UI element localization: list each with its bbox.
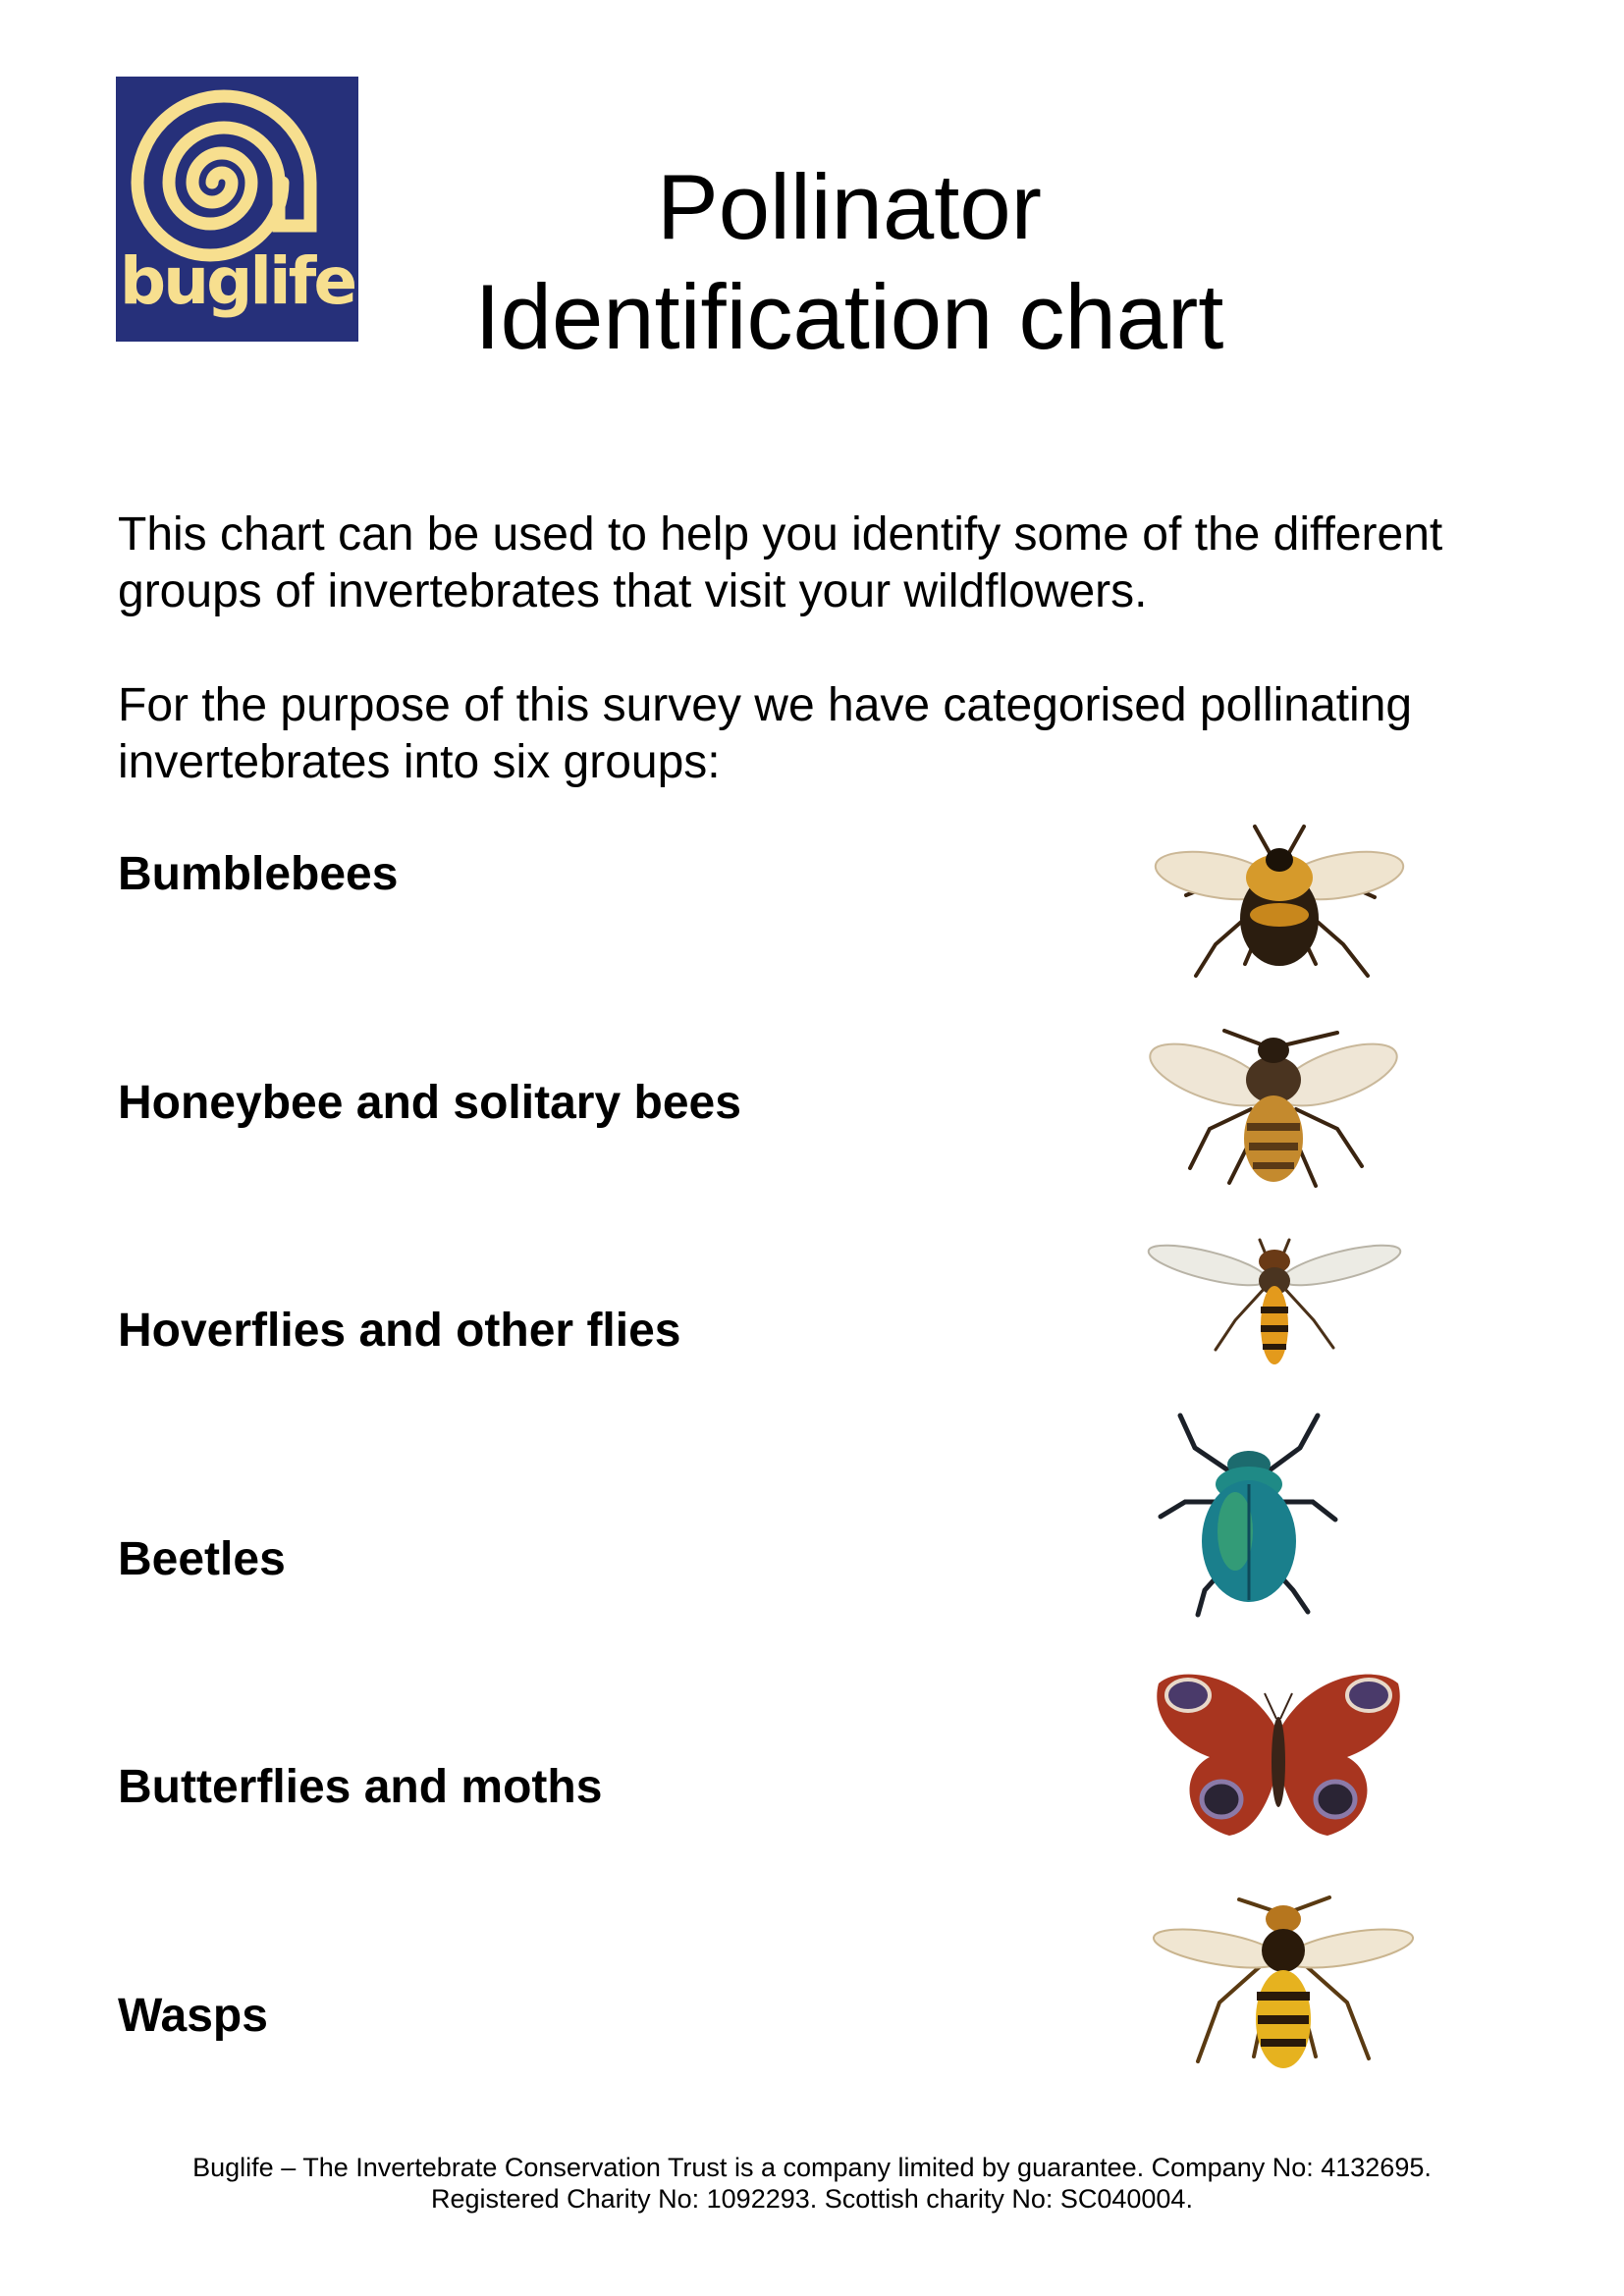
title-line-1: Pollinator [657, 154, 1042, 258]
hoverfly-icon [1147, 1232, 1402, 1374]
group-label-beetles: Beetles [118, 1533, 286, 1585]
bumblebee-icon [1147, 817, 1412, 984]
footer-line-2: Registered Charity No: 1092293. Scottish charity No: SC040004. [431, 2184, 1193, 2214]
intro-paragraph-2: For the purpose of this survey we have categorised pollinating invertebrates into six groups: [118, 679, 1413, 788]
group-label-wasps: Wasps [118, 1990, 268, 2042]
honeybee-icon [1141, 1021, 1406, 1198]
group-label-butterflies-moths: Butterflies and moths [118, 1761, 603, 1813]
beetle-icon [1151, 1404, 1347, 1620]
buglife-logo [116, 77, 358, 342]
group-label-hoverflies-flies: Hoverflies and other flies [118, 1305, 681, 1357]
wasp-icon [1151, 1890, 1416, 2076]
footer [0, 2152, 1624, 2215]
butterfly-icon [1151, 1664, 1406, 1845]
logo-wordmark: buglife [119, 243, 355, 319]
group-label-honeybee-solitary-bees: Honeybee and solitary bees [118, 1077, 741, 1129]
group-label-bumblebees: Bumblebees [118, 848, 399, 900]
page-title [393, 152, 1306, 372]
footer-line-1: Buglife – The Invertebrate Conservation Trust is a company limited by guarantee. Company No: 4132695. [192, 2153, 1432, 2182]
title-line-2: Identification chart [474, 264, 1224, 368]
intro-paragraph-1: This chart can be used to help you identify some of the different groups of invertebrates that visit your wildflowers. [118, 508, 1443, 617]
